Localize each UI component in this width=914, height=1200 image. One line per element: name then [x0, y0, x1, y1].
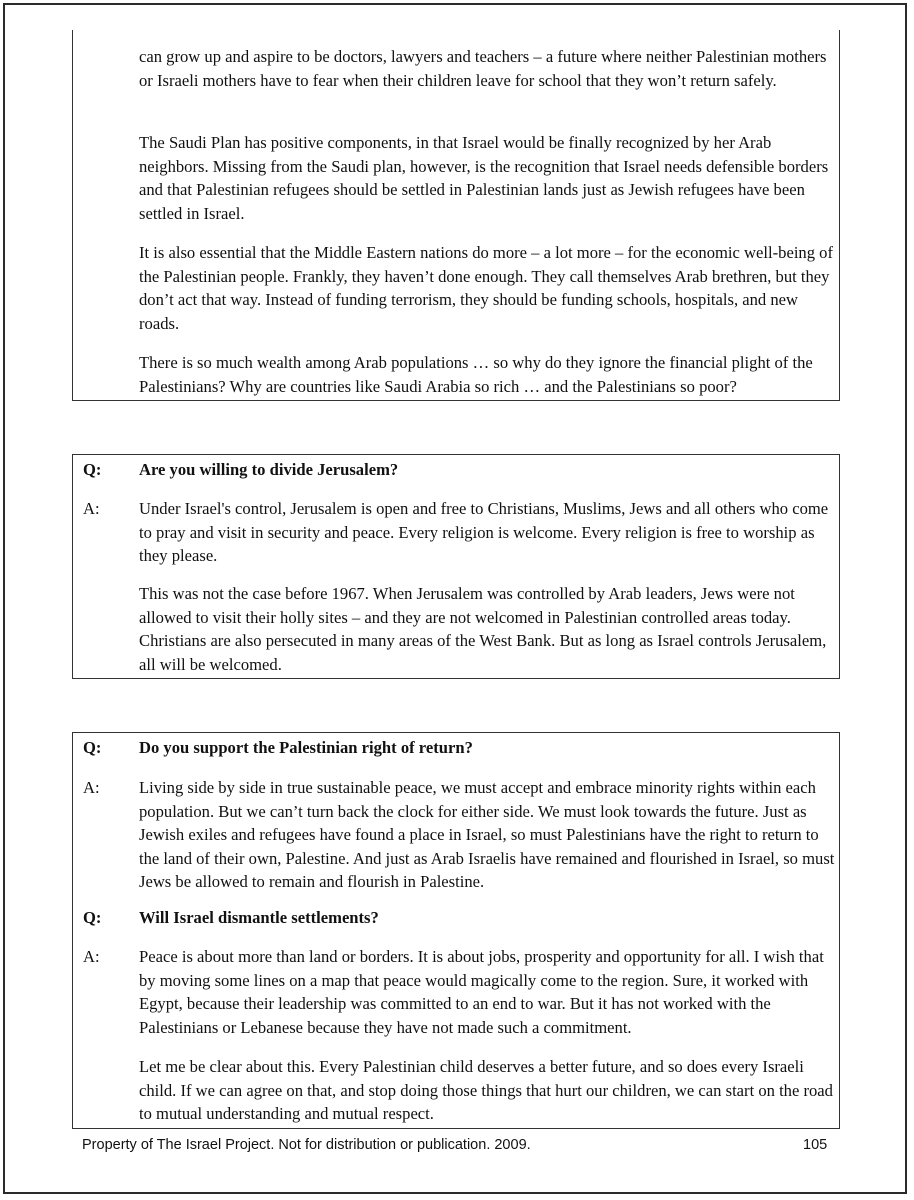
answer-paragraph: This was not the case before 1967. When Jerusalem was controlled by Arab leaders, Jews were not allowed to visit their holly sites – and they are not welcomed in Palestinian controlled areas today. Christians are also persecuted in many areas of the West Bank. But as long as Israel controls Jerusalem, all will be welcomed.	[139, 584, 827, 674]
page-number: 105	[803, 1137, 828, 1153]
answer-label: A:	[83, 778, 100, 797]
answer-paragraph: Peace is about more than land or borders. It is about jobs, prosperity and opportunity for all. I wish that by moving some lines on a map that peace would magically come to the region. Sure, it worked with Egypt, because their leadership was committed to an end to war. But it has not worked with the Palestinians or Lebanese because they have not made such a commitment.	[139, 947, 824, 1037]
paragraph: The Saudi Plan has positive components, in that Israel would be finally recognized by her Arab neighbors. Missing from the Saudi plan, however, is the recognition that Israel needs defensible borders and that Palestinian refugees should be settled in Palestinian lands just as Jewish refugees have been settled in Israel.	[139, 133, 829, 223]
paragraph: It is also essential that the Middle Eastern nations do more – a lot more – for the economic well-being of the Palestinian people. Frankly, they haven’t done enough. They call themselves Arab brethren, but they don’t act that way. Instead of funding terrorism, they should be funding schools, hospitals, and new roads.	[139, 243, 833, 333]
qa-box-return-settlements	[72, 732, 840, 1129]
answer-label: A:	[83, 947, 100, 966]
answer-label: A:	[83, 499, 100, 518]
question-text: Are you willing to divide Jerusalem?	[139, 460, 399, 479]
answer-paragraph: Under Israel's control, Jerusalem is open and free to Christians, Muslims, Jews and all others who come to pray and visit in security and peace. Every religion is welcome. Every religion is free to worship as they please.	[139, 499, 829, 565]
paragraph: can grow up and aspire to be doctors, lawyers and teachers – a future where neither Palestinian mothers or Israeli mothers have to fear when their children leave for school that they won’t return safely.	[139, 47, 827, 90]
question-label: Q:	[83, 460, 102, 479]
answer-paragraph: Living side by side in true sustainable peace, we must accept and embrace minority rights within each population. But we can’t turn back the clock for either side. We must look towards the future. Just as Jewish exiles and refugees have found a place in Israel, so must Palestinians have the right to return to the land of their own, Palestine. And just as Arab Israelis have remained and flourished in Israel, so must Jews be allowed to remain and flourish in Palestine.	[139, 778, 835, 891]
answer-paragraph: Let me be clear about this. Every Palestinian child deserves a better future, and so does every Israeli child. If we can agree on that, and stop doing those things that hurt our children, we can start on the road to mutual understanding and mutual respect.	[139, 1057, 833, 1123]
question-label: Q:	[83, 908, 102, 927]
paragraph: There is so much wealth among Arab populations … so why do they ignore the financial plight of the Palestinians? Why are countries like Saudi Arabia so rich … and the Palestinians so poor?	[139, 353, 813, 396]
question-text: Do you support the Palestinian right of return?	[139, 738, 473, 757]
question-label: Q:	[83, 738, 102, 757]
qa-box-jerusalem	[72, 454, 840, 679]
footer-notice: Property of The Israel Project. Not for distribution or publication. 2009.	[82, 1137, 531, 1153]
continuation-section	[72, 30, 840, 401]
question-text: Will Israel dismantle settlements?	[139, 908, 379, 927]
